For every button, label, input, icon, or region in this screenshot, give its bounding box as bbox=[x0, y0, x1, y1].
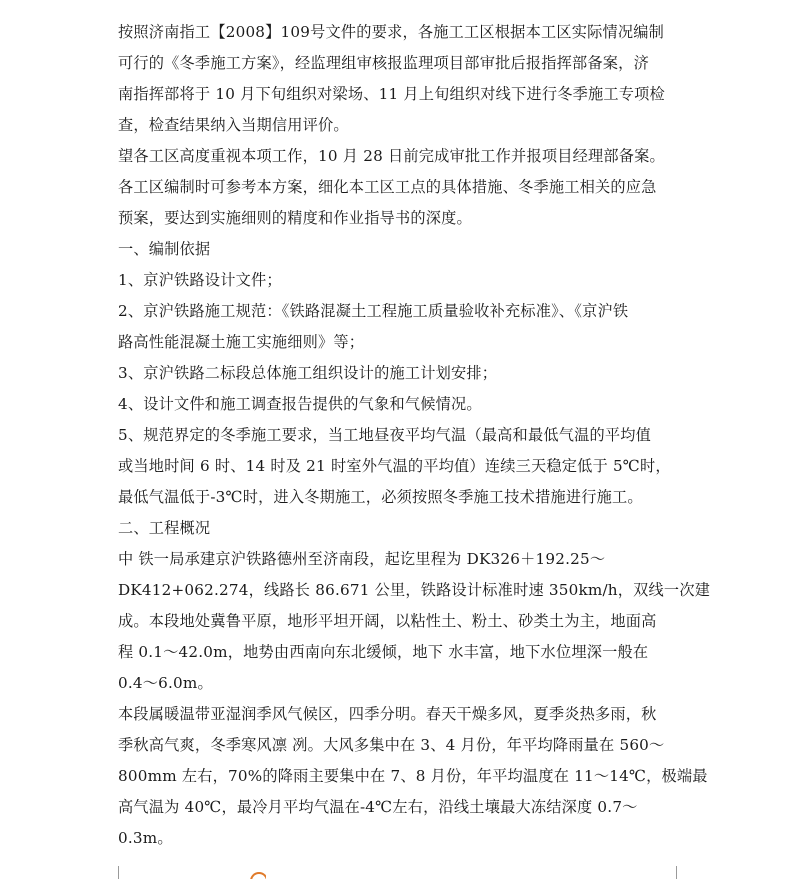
paragraph-line: 各工区编制时可参考本方案，细化本工区工点的具体措施、冬季施工相关的应急 bbox=[118, 178, 657, 196]
list-item: 4、设计文件和施工调查报告提供的气象和气候情况。 bbox=[118, 395, 482, 413]
paragraph-line: 程 0.1～42.0m，地势由西南向东北缓倾，地下 水丰富，地下水位埋深一般在 bbox=[118, 643, 649, 661]
paragraph-line: 成。本段地处冀鲁平原，地形平坦开阔，以粘性土、粉土、砂类土为主，地面高 bbox=[118, 612, 657, 630]
section-heading: 一、编制依据 bbox=[118, 240, 211, 258]
paragraph-line: 中 铁一局承建京沪铁路德州至济南段，起讫里程为 DK326＋192.25～ bbox=[118, 550, 606, 568]
document-body bbox=[118, 17, 711, 854]
paragraph-line: 800mm 左右，70%的降雨主要集中在 7、8 月份，年平均温度在 11～14℃，极端最 bbox=[118, 767, 708, 785]
crop-mark-right bbox=[676, 866, 677, 879]
list-item: 1、京沪铁路设计文件； bbox=[118, 271, 282, 289]
partial-logo-icon bbox=[250, 870, 266, 879]
paragraph-line: 可行的《冬季施工方案》，经监理组审核报监理项目部审批后报指挥部备案，济 bbox=[118, 54, 649, 72]
section-heading: 二、工程概况 bbox=[118, 519, 211, 537]
paragraph-line: 按照济南指工【2008】109号文件的要求，各施工工区根据本工区实际情况编制 bbox=[118, 23, 665, 41]
paragraph-line: 本段属暖温带亚湿润季风气候区，四季分明。春天干燥多风，夏季炎热多雨，秋 bbox=[118, 705, 657, 723]
paragraph-line: 南指挥部将于 10 月下旬组织对梁场、11 月上旬组织对线下进行冬季施工专项检 bbox=[118, 85, 665, 103]
paragraph-line: DK412+062.274，线路长 86.671 公里，铁路设计标准时速 350km/h，双线一次建 bbox=[118, 581, 711, 599]
paragraph-line: 预案，要达到实施细则的精度和作业指导书的深度。 bbox=[118, 209, 472, 227]
list-item: 2、京沪铁路施工规范：《铁路混凝土工程施工质量验收补充标准》、《京沪铁 bbox=[118, 302, 629, 320]
paragraph-line: 高气温为 40℃，最冷月平均气温在-4℃左右，沿线土壤最大冻结深度 0.7～ bbox=[118, 798, 638, 816]
paragraph-line: 望各工区高度重视本项工作，10 月 28 日前完成审批工作并报项目经理部备案。 bbox=[118, 147, 665, 165]
crop-mark-left bbox=[118, 866, 119, 879]
paragraph-line: 路高性能混凝土施工实施细则》等； bbox=[118, 333, 365, 351]
paragraph-line: 或当地时间 6 时、14 时及 21 时室外气温的平均值）连续三天稳定低于 5℃时， bbox=[118, 457, 671, 475]
list-item: 3、京沪铁路二标段总体施工组织设计的施工计划安排； bbox=[118, 364, 498, 382]
paragraph-line: 查，检查结果纳入当期信用评价。 bbox=[118, 116, 349, 134]
list-item: 5、规范界定的冬季施工要求，当工地昼夜平均气温（最高和最低气温的平均值 bbox=[118, 426, 652, 444]
paragraph-line: 季秋高气爽，冬季寒风凛 冽。大风多集中在 3、4 月份，年平均降雨量在 560～ bbox=[118, 736, 665, 754]
paragraph-line: 0.3m。 bbox=[118, 829, 173, 847]
paragraph-line: 最低气温低于-3℃时，进入冬期施工，必须按照冬季施工技术措施进行施工。 bbox=[118, 488, 643, 506]
paragraph-line: 0.4～6.0m。 bbox=[118, 674, 213, 692]
